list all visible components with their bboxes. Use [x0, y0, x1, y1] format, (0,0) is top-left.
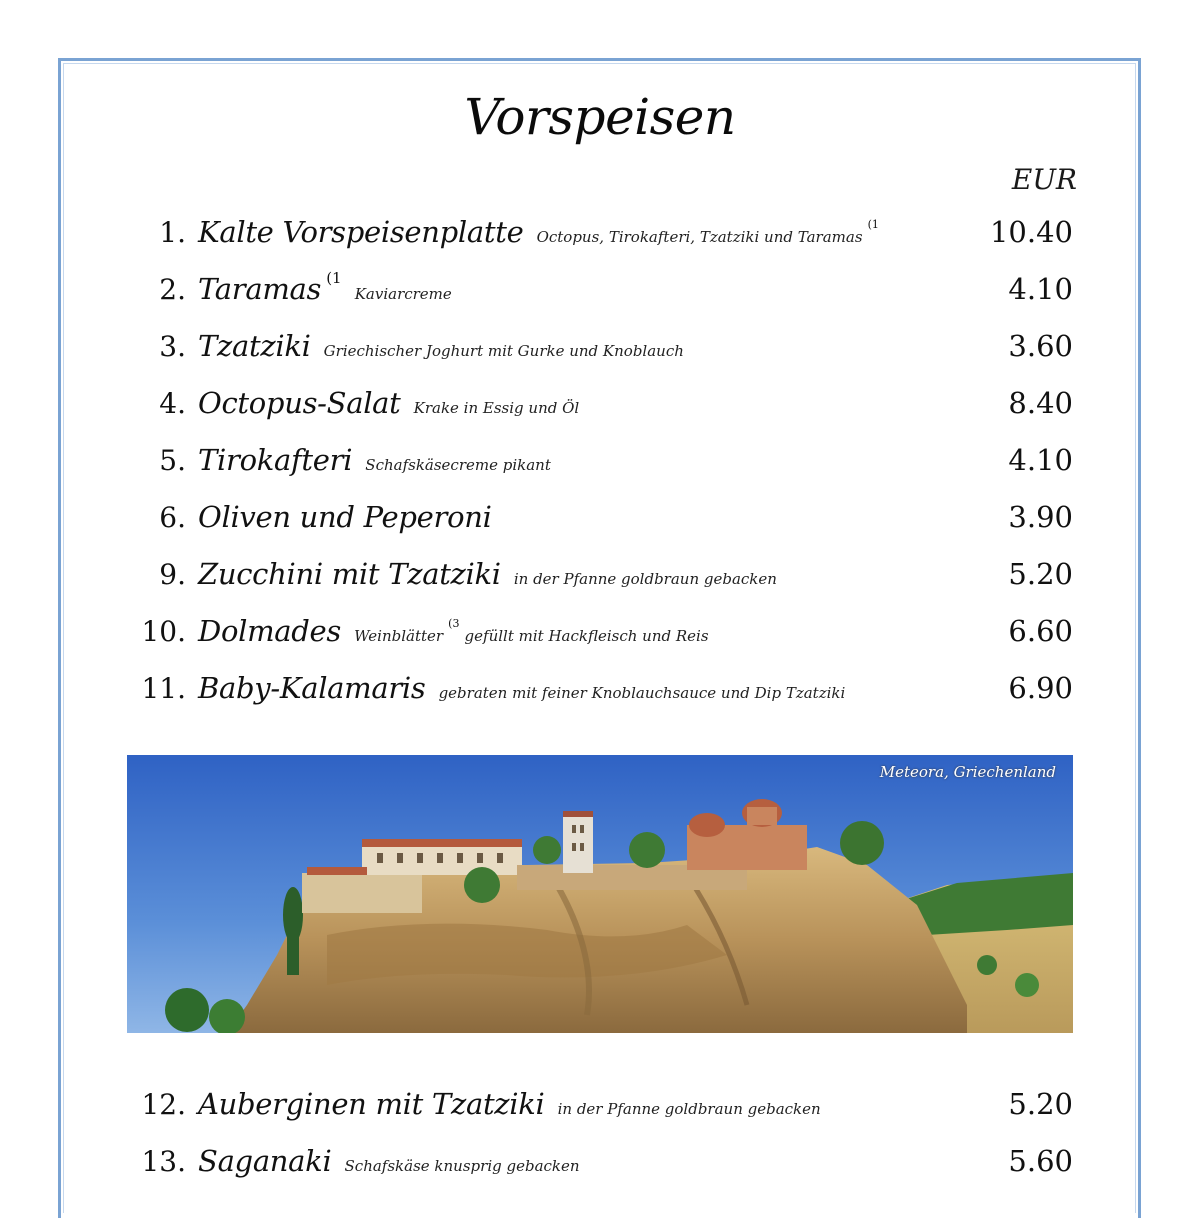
item-name: Saganaki [198, 1144, 332, 1178]
menu-item [0, 209, 1200, 249]
menu-item [0, 551, 1200, 591]
item-text [198, 269, 452, 306]
menu-item [0, 380, 1200, 420]
item-number: 2. [159, 273, 186, 306]
item-price: 10.40 [989, 215, 1073, 249]
item-price: 4.10 [1008, 443, 1073, 477]
currency-header: EUR [1011, 163, 1077, 196]
item-text [198, 329, 684, 363]
item-price: 5.20 [1008, 1087, 1073, 1121]
meteora-photo [127, 755, 1073, 1033]
item-name: Octopus-Salat [198, 386, 401, 420]
item-number: 3. [159, 330, 186, 363]
item-text [198, 614, 709, 648]
menu-item [0, 437, 1200, 477]
item-text [198, 443, 551, 477]
item-description: in der Pfanne goldbraun gebacken [557, 1100, 821, 1118]
item-price: 3.90 [1008, 500, 1073, 534]
item-price: 4.10 [1008, 272, 1073, 306]
item-number: 10. [141, 615, 186, 648]
item-number: 11. [141, 672, 186, 705]
item-price: 6.90 [1008, 671, 1073, 705]
item-description: Kaviarcreme [354, 285, 452, 303]
menu-title: Vorspeisen [464, 88, 736, 146]
item-name: Auberginen mit Tzatziki [198, 1087, 545, 1121]
allergen-marker: (1 [867, 218, 879, 231]
item-text [198, 215, 879, 249]
item-price: 3.60 [1008, 329, 1073, 363]
item-text [198, 1087, 821, 1121]
item-name: Zucchini mit Tzatziki [198, 557, 501, 591]
menu-item [0, 665, 1200, 705]
item-name: Taramas [198, 272, 322, 306]
menu-item [0, 608, 1200, 648]
item-price: 8.40 [1008, 386, 1073, 420]
item-description: gebraten mit feiner Knoblauchsauce und Dip Tzatziki [438, 684, 846, 702]
item-number: 4. [159, 387, 186, 420]
item-price: 5.60 [1008, 1144, 1073, 1178]
item-name: Oliven und Peperoni [198, 500, 492, 534]
photo-caption: Meteora, Griechenland [879, 763, 1056, 781]
allergen-marker: (3 [448, 617, 460, 630]
item-description: Krake in Essig und Öl [413, 399, 580, 417]
menu-item [0, 266, 1200, 306]
item-text [198, 500, 492, 534]
item-description: Griechischer Joghurt mit Gurke und Knoblauch [323, 342, 684, 360]
item-name: Kalte Vorspeisenplatte [198, 215, 524, 249]
item-number: 9. [159, 558, 186, 591]
item-number: 13. [141, 1145, 186, 1178]
item-name: Tzatziki [198, 329, 311, 363]
menu-item [0, 1138, 1200, 1178]
item-price: 5.20 [1008, 557, 1073, 591]
item-description: Octopus, Tirokafteri, Tzatziki und Taramas [536, 228, 863, 246]
item-text [198, 386, 579, 420]
item-description: Schafskäsecreme pikant [365, 456, 551, 474]
item-name: Dolmades [198, 614, 341, 648]
item-number: 12. [141, 1088, 186, 1121]
item-price: 6.60 [1008, 614, 1073, 648]
item-number: 5. [159, 444, 186, 477]
landscape-illustration [127, 755, 1073, 1033]
item-description: Schafskäse knusprig gebacken [344, 1157, 580, 1175]
item-text [198, 1144, 580, 1178]
item-text [198, 671, 845, 705]
item-description: Weinblätter [354, 627, 444, 645]
item-description-cont: gefüllt mit Hackfleisch und Reis [464, 627, 709, 645]
item-number: 1. [159, 216, 186, 249]
menu-item [0, 323, 1200, 363]
allergen-marker: (1 [326, 269, 342, 287]
item-number: 6. [159, 501, 186, 534]
item-text [198, 557, 777, 591]
item-description: in der Pfanne goldbraun gebacken [513, 570, 777, 588]
menu-item [0, 1081, 1200, 1121]
item-name: Tirokafteri [198, 443, 353, 477]
item-name: Baby-Kalamaris [198, 671, 426, 705]
menu-item [0, 494, 1200, 534]
